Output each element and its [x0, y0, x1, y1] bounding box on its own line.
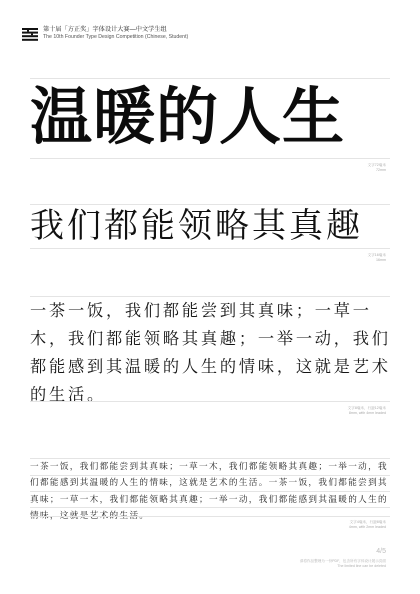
- size-label-4mm: [349, 520, 386, 529]
- header-title-en: The 10th Founder Type Design Competition (Chinese, Student): [43, 34, 189, 40]
- size-label-en: 8mm, with 4mm leaded: [348, 410, 386, 415]
- size-label-72mm: [368, 163, 386, 172]
- guide-line: [30, 158, 390, 159]
- competition-header: [22, 26, 188, 41]
- specimen-paragraph-4mm: 一茶一饭，我们都能尝到其真味；一草一木，我们都能领略其真趣；一举一动，我们都能感到其温暖的人生的情味，这就是艺术的生活。一茶一饭，我们都能尝到其真味；一草一木，我们都能领略其真趣；一举一动，我们都能感到其温暖的人生的情味，这就是艺术的生活。: [30, 462, 388, 521]
- size-label-cn: 文字72毫米: [367, 163, 386, 167]
- size-label-cn: 文字4毫米，行距8毫米: [349, 520, 386, 524]
- guide-line: [30, 516, 390, 517]
- size-label-en: 72mm: [376, 167, 386, 172]
- footer-note-cn: 请将作品整理为一份PDF，包含所有字体设计展示页面: [299, 559, 386, 563]
- footer-note: [300, 559, 386, 568]
- footer-note-en: The limited line can be deleted: [337, 563, 386, 568]
- size-label-8mm: [348, 406, 386, 415]
- header-title-cn: 第十届「方正奖」字体设计大赛—中文学生组: [43, 26, 167, 33]
- guide-line: [30, 78, 390, 79]
- guide-line: [30, 248, 390, 249]
- specimen-title-72mm: 温暖的人生: [30, 80, 346, 153]
- size-label-16mm: [368, 253, 386, 262]
- specimen-paragraph-8mm: 一茶一饭，我们都能尝到其真味；一草一木，我们都能领略其真趣；一举一动，我们都能感到其温暖的人生的情味，这就是艺术的生活。: [30, 301, 391, 404]
- size-label-cn: 文字16毫米: [367, 253, 386, 257]
- size-label-en: 16mm: [376, 257, 386, 262]
- page-number: 4/5: [376, 548, 386, 555]
- size-label-cn: 文字8毫米，行距12毫米: [347, 406, 386, 410]
- founder-logo-icon: [22, 28, 38, 41]
- specimen-subtitle-16mm: 我们都能领略其真趣: [30, 206, 363, 246]
- guide-line: [30, 401, 390, 402]
- size-label-en: 4mm, with 2mm leaded: [348, 524, 386, 529]
